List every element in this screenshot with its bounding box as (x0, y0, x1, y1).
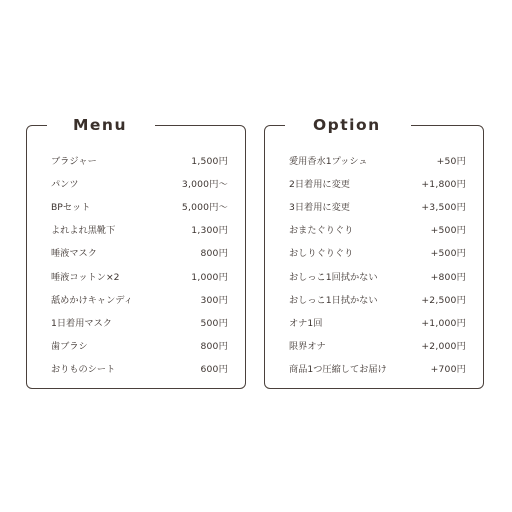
option-item-price: +2,500円 (421, 294, 466, 306)
option-item-name: 限界オナ (289, 341, 326, 353)
option-item-name: オナ1回 (289, 317, 323, 329)
menu-item (51, 171, 228, 194)
menu-item-name: BPセット (51, 201, 91, 213)
option-item-name: 3日着用に変更 (289, 201, 350, 213)
option-item (289, 334, 466, 357)
menu-item-price: 300円 (200, 294, 228, 306)
menu-item (51, 264, 228, 287)
menu-title: Menu (47, 112, 155, 138)
option-item-name: おしりぐりぐり (289, 248, 354, 260)
menu-panel (26, 116, 246, 389)
option-item (289, 241, 466, 264)
option-panel (264, 116, 484, 389)
option-item-price: +500円 (430, 225, 466, 237)
option-item-name: おまたぐりぐり (289, 225, 354, 237)
option-list (265, 148, 483, 380)
menu-item (51, 357, 228, 380)
menu-list (27, 148, 245, 380)
menu-item-price: 800円 (200, 341, 228, 353)
menu-item-name: 舐めかけキャンディ (51, 294, 133, 306)
menu-item-name: 唾液マスク (51, 248, 97, 260)
option-item (289, 218, 466, 241)
menu-item (51, 287, 228, 310)
menu-item-name: よれよれ黒靴下 (51, 225, 116, 237)
option-item-name: 商品1つ圧縮してお届け (289, 364, 387, 376)
menu-item-price: 800円 (200, 248, 228, 260)
option-item-price: +700円 (430, 364, 466, 376)
option-item-price: +2,000円 (421, 341, 466, 353)
option-item-price: +3,500円 (421, 201, 466, 213)
menu-item-price: 1,300円 (191, 225, 228, 237)
menu-item-price: 3,000円〜 (181, 178, 228, 190)
option-item-price: +800円 (430, 271, 466, 283)
option-item-price: +1,000円 (421, 317, 466, 329)
option-item-name: 愛用香水1プッシュ (289, 155, 368, 167)
menu-item-name: 1日着用マスク (51, 317, 112, 329)
menu-item (51, 310, 228, 333)
option-item (289, 264, 466, 287)
menu-item-price: 5,000円〜 (181, 201, 228, 213)
option-item-name: おしっこ1回拭かない (289, 271, 378, 283)
option-item (289, 194, 466, 217)
menu-item-price: 1,000円 (191, 271, 228, 283)
menu-item (51, 148, 228, 171)
option-title: Option (285, 112, 411, 138)
menu-item-name: パンツ (51, 178, 79, 190)
option-item-name: おしっこ1日拭かない (289, 294, 378, 306)
menu-item (51, 218, 228, 241)
menu-item-name: ブラジャー (51, 155, 97, 167)
option-item (289, 310, 466, 333)
option-item-price: +500円 (430, 248, 466, 260)
menu-item (51, 334, 228, 357)
option-item-price: +1,800円 (421, 178, 466, 190)
option-item (289, 171, 466, 194)
option-item-price: +50円 (436, 155, 466, 167)
option-item (289, 357, 466, 380)
menu-item (51, 241, 228, 264)
menu-item-name: 唾液コットン×2 (51, 271, 120, 283)
menu-item-price: 600円 (200, 364, 228, 376)
option-item (289, 287, 466, 310)
menu-item (51, 194, 228, 217)
menu-item-price: 1,500円 (191, 155, 228, 167)
menu-item-price: 500円 (200, 317, 228, 329)
option-item-name: 2日着用に変更 (289, 178, 350, 190)
option-item (289, 148, 466, 171)
menu-item-name: おりものシート (51, 364, 116, 376)
menu-item-name: 歯ブラシ (51, 341, 88, 353)
